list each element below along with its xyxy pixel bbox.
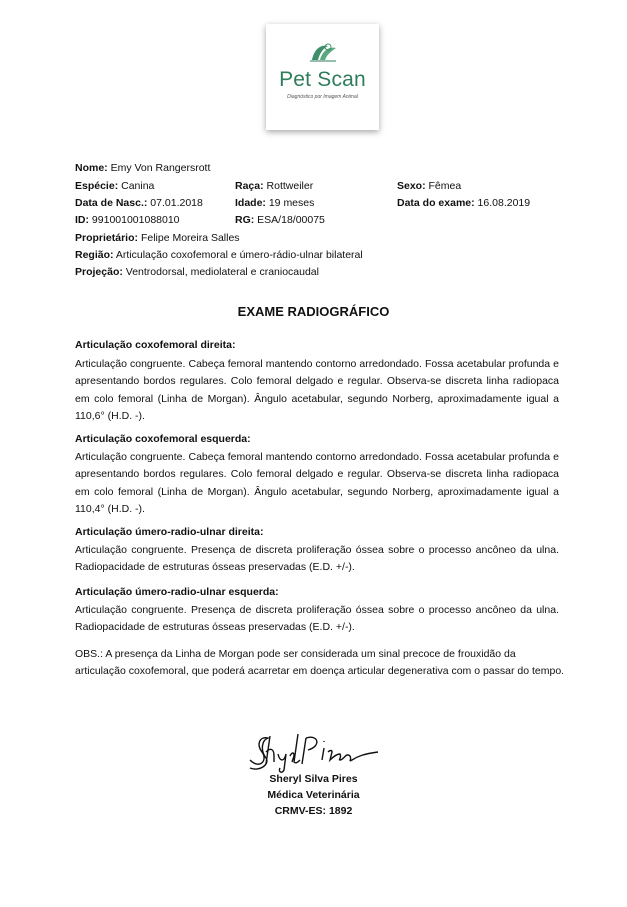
field-nasc — [75, 197, 203, 209]
field-projecao — [75, 266, 319, 278]
idade-label: Idade: — [235, 197, 266, 209]
rg-value: ESA/18/00075 — [257, 214, 325, 226]
field-data-exame — [397, 197, 530, 209]
field-raca — [235, 180, 313, 192]
field-sexo — [397, 180, 461, 192]
signer-name: Sheryl Silva Pires — [269, 773, 358, 785]
proprietario-label: Proprietário: — [75, 232, 139, 244]
section-text: Articulação congruente. Presença de discreta proliferação óssea sobre o processo ancôneo da ulna. Radiopacidade de estruturas ósseas preservadas (E.D. +/-). — [75, 544, 559, 574]
field-idade — [235, 197, 314, 209]
signer-role: Médica Veterinária — [267, 789, 360, 801]
rg-label: RG: — [235, 214, 255, 226]
obs-note: OBS.: A presença da Linha de Morgan pode ser considerada um sinal precoce de frouxidão da articulação coxofemoral, que poderá acarretar em doença articular degenerativa com o passar do tempo. — [75, 648, 565, 678]
exame-value: 16.08.2019 — [477, 197, 531, 209]
raca-value: Rottweiler — [266, 180, 314, 192]
id-label: ID: — [75, 214, 89, 226]
logo-title: Pet Scan — [279, 68, 366, 91]
report-title: EXAME RADIOGRÁFICO — [237, 304, 390, 319]
section-title: Articulação coxofemoral direita: — [75, 339, 236, 351]
nasc-label: Data de Nasc.: — [75, 197, 148, 209]
projecao-value: Ventrodorsal, mediolateral e craniocaudal — [125, 266, 319, 278]
idade-value: 19 meses — [268, 197, 315, 209]
section-text: Articulação congruente. Presença de discreta proliferação óssea sobre o processo ancôneo da ulna. Radiopacidade de estruturas ósseas preservadas (E.D. +/-). — [75, 604, 559, 634]
nasc-value: 07.01.2018 — [150, 197, 203, 209]
pet-logo-icon — [306, 38, 340, 68]
field-nome — [75, 162, 210, 174]
projecao-label: Projeção: — [75, 266, 123, 278]
especie-label: Espécie: — [75, 180, 119, 192]
sexo-value: Fêmea — [428, 180, 462, 192]
section-title: Articulação úmero-radio-ulnar direita: — [75, 526, 264, 538]
section-title: Articulação úmero-radio-ulnar esquerda: — [75, 586, 279, 598]
signature-text: Sheryl Pires — [240, 730, 246, 731]
regiao-label: Região: — [75, 249, 114, 261]
sexo-label: Sexo: — [397, 180, 426, 192]
signer-crmv: CRMV-ES: 1892 — [274, 805, 353, 817]
nome-value: Emy Von Rangersrott — [110, 162, 211, 174]
regiao-value: Articulação coxofemoral e úmero-rádio-ulnar bilateral — [115, 249, 363, 261]
proprietario-value: Felipe Moreira Salles — [140, 232, 240, 244]
id-value: 991001001088010 — [91, 214, 180, 226]
nome-label: Nome: — [75, 162, 108, 174]
handwritten-signature — [240, 730, 390, 775]
raca-label: Raça: — [235, 180, 264, 192]
field-proprietario — [75, 232, 240, 244]
field-rg — [235, 214, 325, 226]
section-text: Articulação congruente. Cabeça femoral mantendo contorno arredondado. Fossa acetabular profunda e apresentando bordos regulares. Colo femoral delgado e regular. Observa-se discreta linha radiopaca em colo femoral (Linha de Morgan). Ângulo acetabular, segundo Norberg, aproximadamente igual a 110,6° (H.D. -). — [75, 358, 559, 422]
field-id — [75, 214, 180, 226]
field-regiao — [75, 249, 363, 261]
section-text: Articulação congruente. Cabeça femoral mantendo contorno arredondado. Fossa acetabular profunda e apresentando bordos regulares. Colo femoral delgado e regular. Observa-se discreta linha radiopaca em colo femoral (Linha de Morgan). Ângulo acetabular, segundo Norberg, aproximadamente igual a 110,4° (H.D. -). — [75, 451, 559, 515]
especie-value: Canina — [121, 180, 155, 192]
pet-scan-logo — [266, 24, 379, 130]
logo-tagline: Diagnóstico por Imagem Animal — [287, 94, 358, 100]
exame-label: Data do exame: — [397, 197, 475, 209]
field-especie — [75, 180, 154, 192]
section-title: Articulação coxofemoral esquerda: — [75, 433, 251, 445]
